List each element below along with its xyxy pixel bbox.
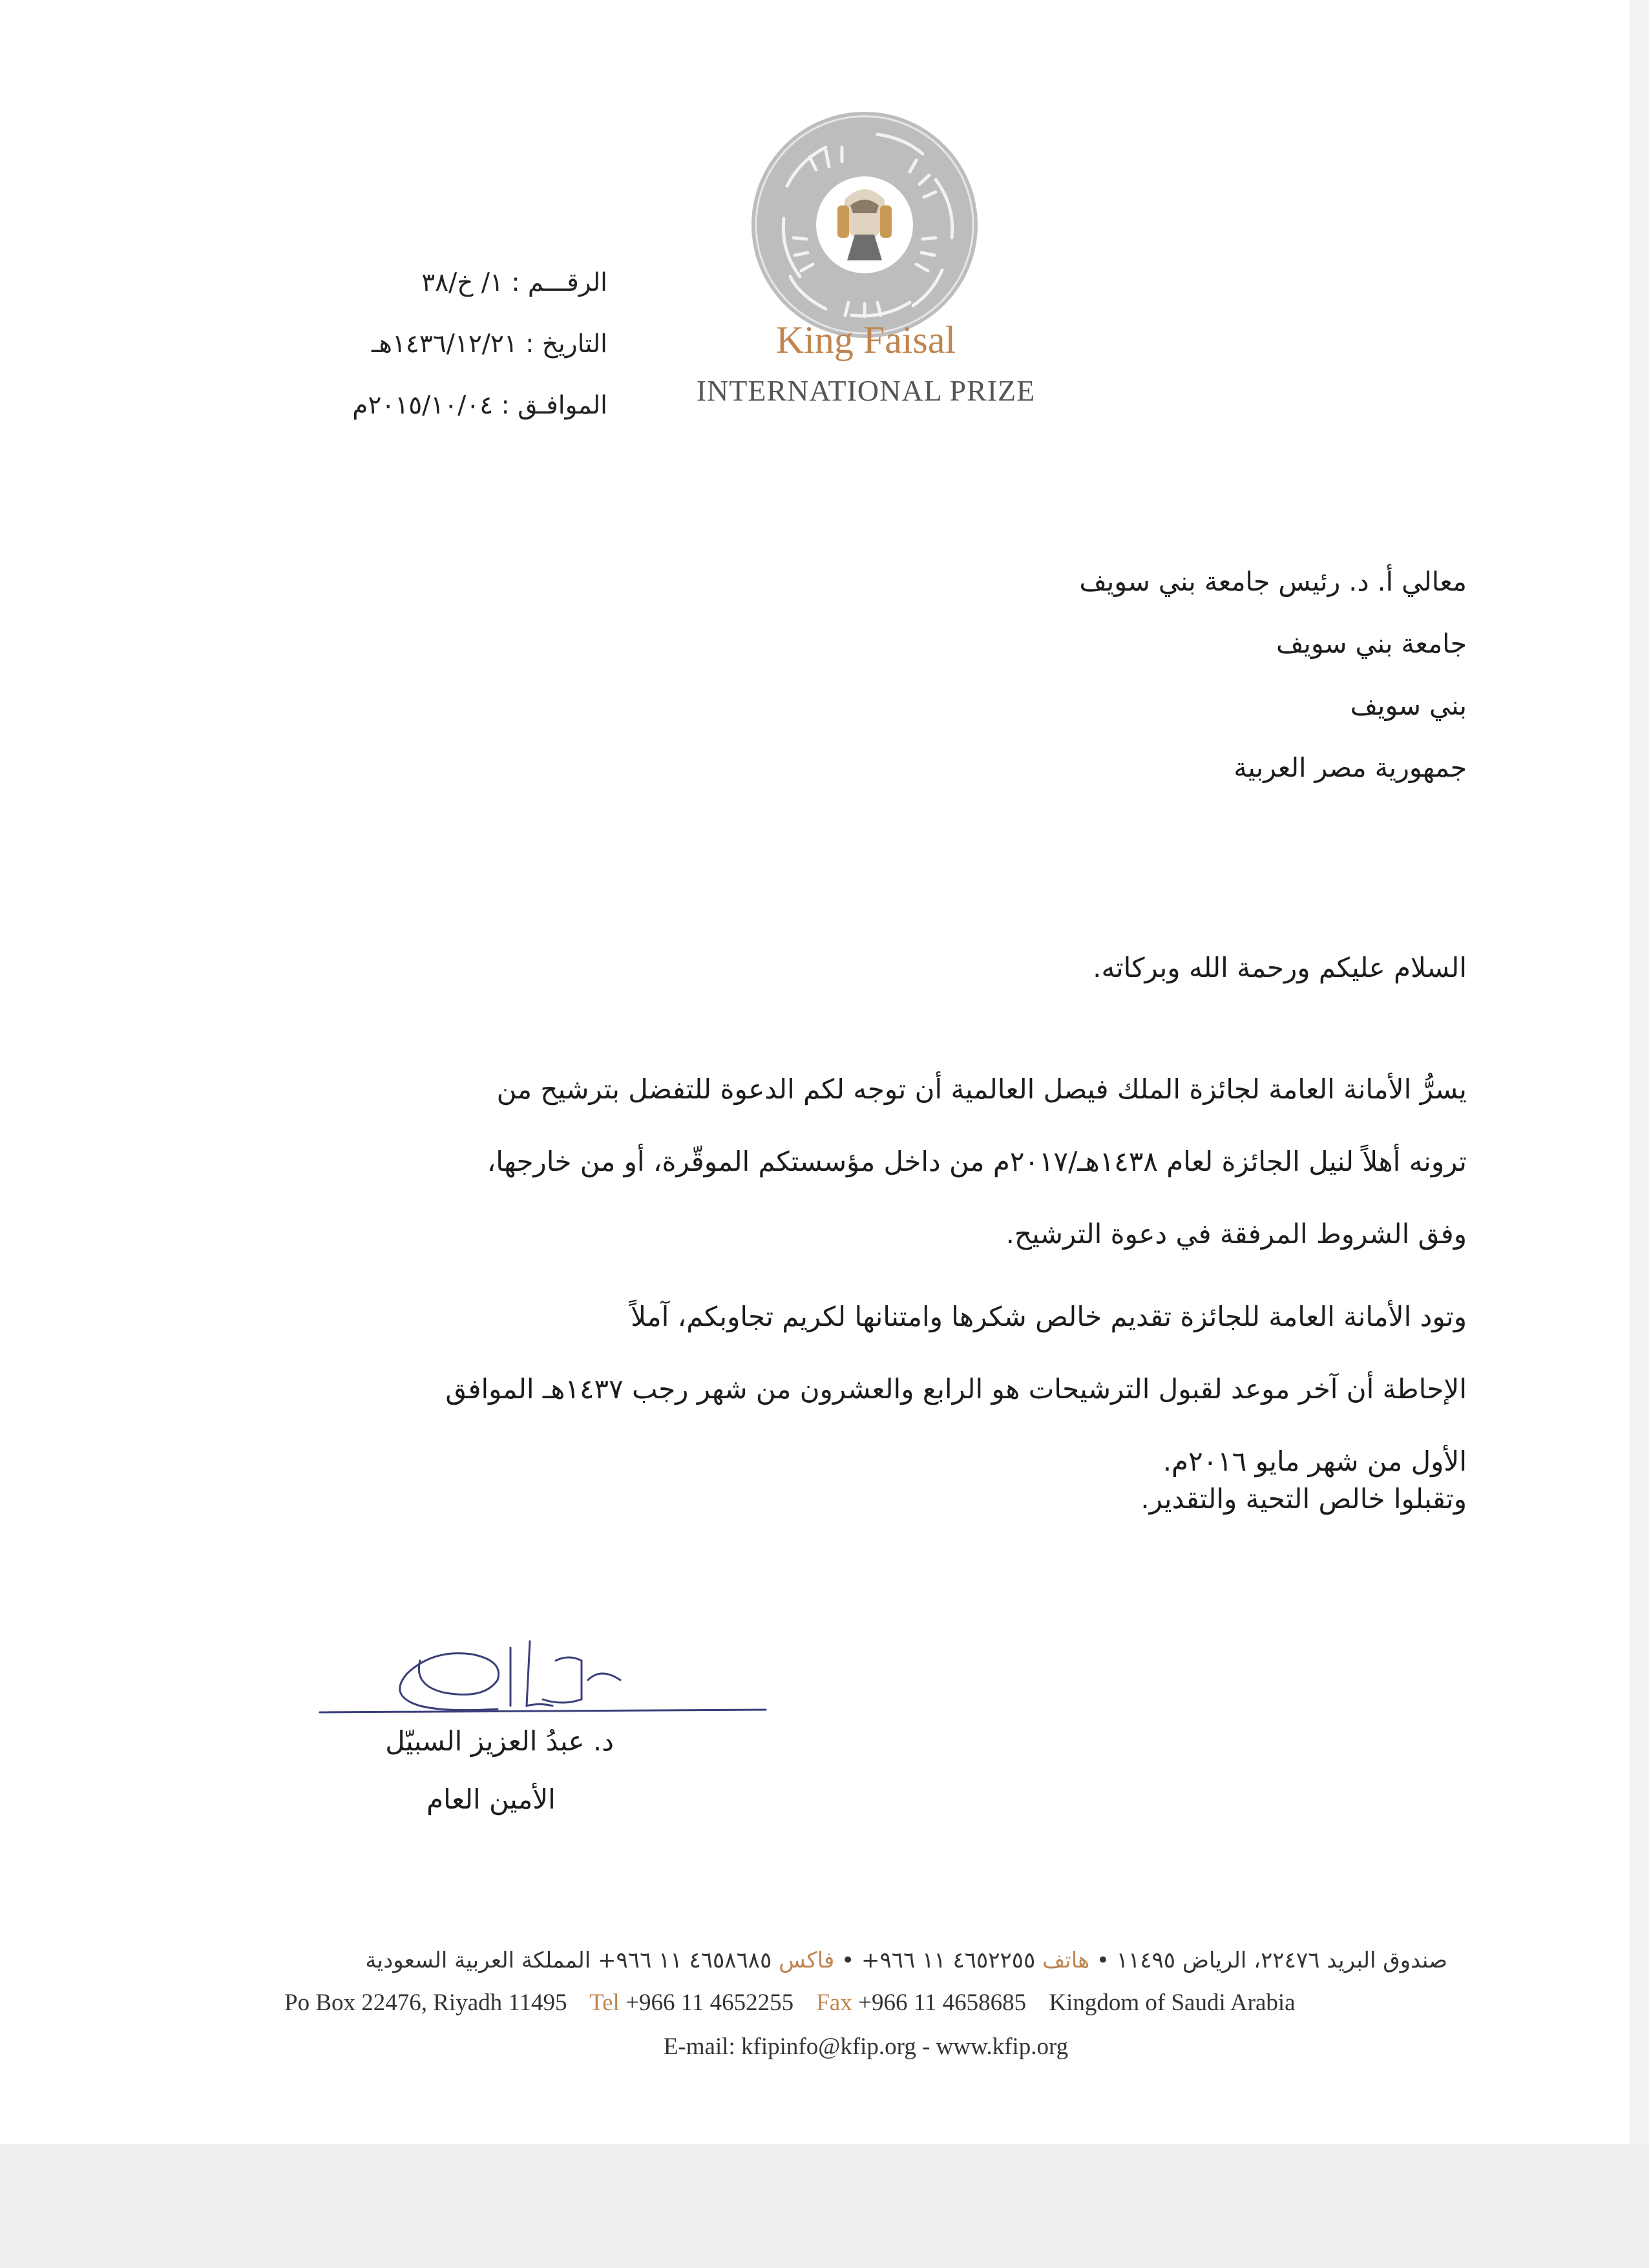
footer-ar-fax-label: فاكس (779, 1948, 835, 1973)
paragraph-line: وتود الأمانة العامة للجائزة تقديم خالص شكرها وامتنانها لكريم تجاوبكم، آملاً (631, 1301, 1467, 1332)
paragraph-line: الإحاطة أن آخر موعد لقبول الترشيحات هو الرابع والعشرون من شهر رجب ١٤٣٧هـ الموافق (445, 1373, 1467, 1405)
king-faisal-prize-emblem-icon (748, 109, 981, 341)
bullet: • (841, 1948, 855, 1973)
paragraph-line: وفق الشروط المرفقة في دعوة الترشيح. (1005, 1218, 1467, 1250)
bullet: • (1096, 1948, 1109, 1973)
paragraph-line: الأول من شهر مايو ٢٠١٦م. (1162, 1445, 1467, 1477)
paragraph-line: يسرُّ الأمانة العامة لجائزة الملك فيصل العالمية أن توجه لكم الدعوة للتفضل بترشيح من (496, 1073, 1467, 1105)
scan-right-edge (1630, 0, 1649, 2144)
signer-title: الأمين العام (426, 1783, 556, 1815)
brand-name: King Faisal (775, 319, 956, 361)
footer-email-web: E-mail: kfipinfo@kfip.org - www.kfip.org (663, 2033, 1069, 2060)
addressee-block (775, 551, 1467, 799)
addressee-line: معالي أ. د. رئيس جامعة بني سويف (1079, 566, 1467, 597)
footer-ar-tel-label: هاتف (1042, 1948, 1090, 1973)
scan-bottom-edge (0, 2144, 1649, 2268)
paragraph-deadline (304, 1281, 1467, 1498)
reference-date-gregorian: الموافـق : ٢٠١٥/١٠/٠٤م (352, 391, 607, 420)
footer-tel-label: Tel (589, 1990, 620, 2016)
paragraph-invitation (304, 1053, 1467, 1270)
footer-ar-country: المملكة العربية السعودية (365, 1948, 591, 1973)
footer-fax-label: Fax (816, 1990, 852, 2016)
footer-po-box: Po Box 22476, Riyadh 11495 (284, 1990, 567, 2016)
footer-ar-tel: ٤٦٥٢٢٥٥ ١١ ٩٦٦+ (861, 1948, 1036, 1973)
greeting: السلام عليكم ورحمة الله وبركاته. (1093, 952, 1467, 983)
reference-date-hijri: التاريخ : ١٤٣٦/١٢/٢١هـ (371, 330, 607, 359)
brand-subtitle: INTERNATIONAL PRIZE (696, 374, 1036, 407)
footer-tel: +966 11 4652255 (625, 1990, 794, 2016)
reference-block (284, 252, 607, 436)
footer-ar-po-box: صندوق البريد ٢٢٤٧٦، الرياض ١١٤٩٥ (1116, 1948, 1447, 1973)
signer-name: د. عبدُ العزيز السبيّل (385, 1725, 614, 1757)
footer-country: Kingdom of Saudi Arabia (1049, 1990, 1296, 2016)
footer-english (284, 1985, 1447, 2021)
closing-line: وتقبلوا خالص التحية والتقدير. (1140, 1483, 1467, 1515)
addressee-line: جمهورية مصر العربية (1234, 752, 1467, 783)
footer-ar-fax: ٤٦٥٨٦٨٥ ١١ ٩٦٦+ (598, 1948, 772, 1973)
paragraph-line: ترونه أهلاً لنيل الجائزة لعام ١٤٣٨هـ/٢٠١٧م من داخل مؤسستكم الموقّرة، أو من خارجها، (487, 1146, 1467, 1177)
addressee-line: بني سويف (1350, 690, 1467, 721)
reference-number: الرقـــم : ١/ خ/٣٨ (421, 268, 607, 297)
addressee-line: جامعة بني سويف (1276, 628, 1467, 659)
footer-fax: +966 11 4658685 (858, 1990, 1027, 2016)
footer-arabic (284, 1942, 1447, 1979)
